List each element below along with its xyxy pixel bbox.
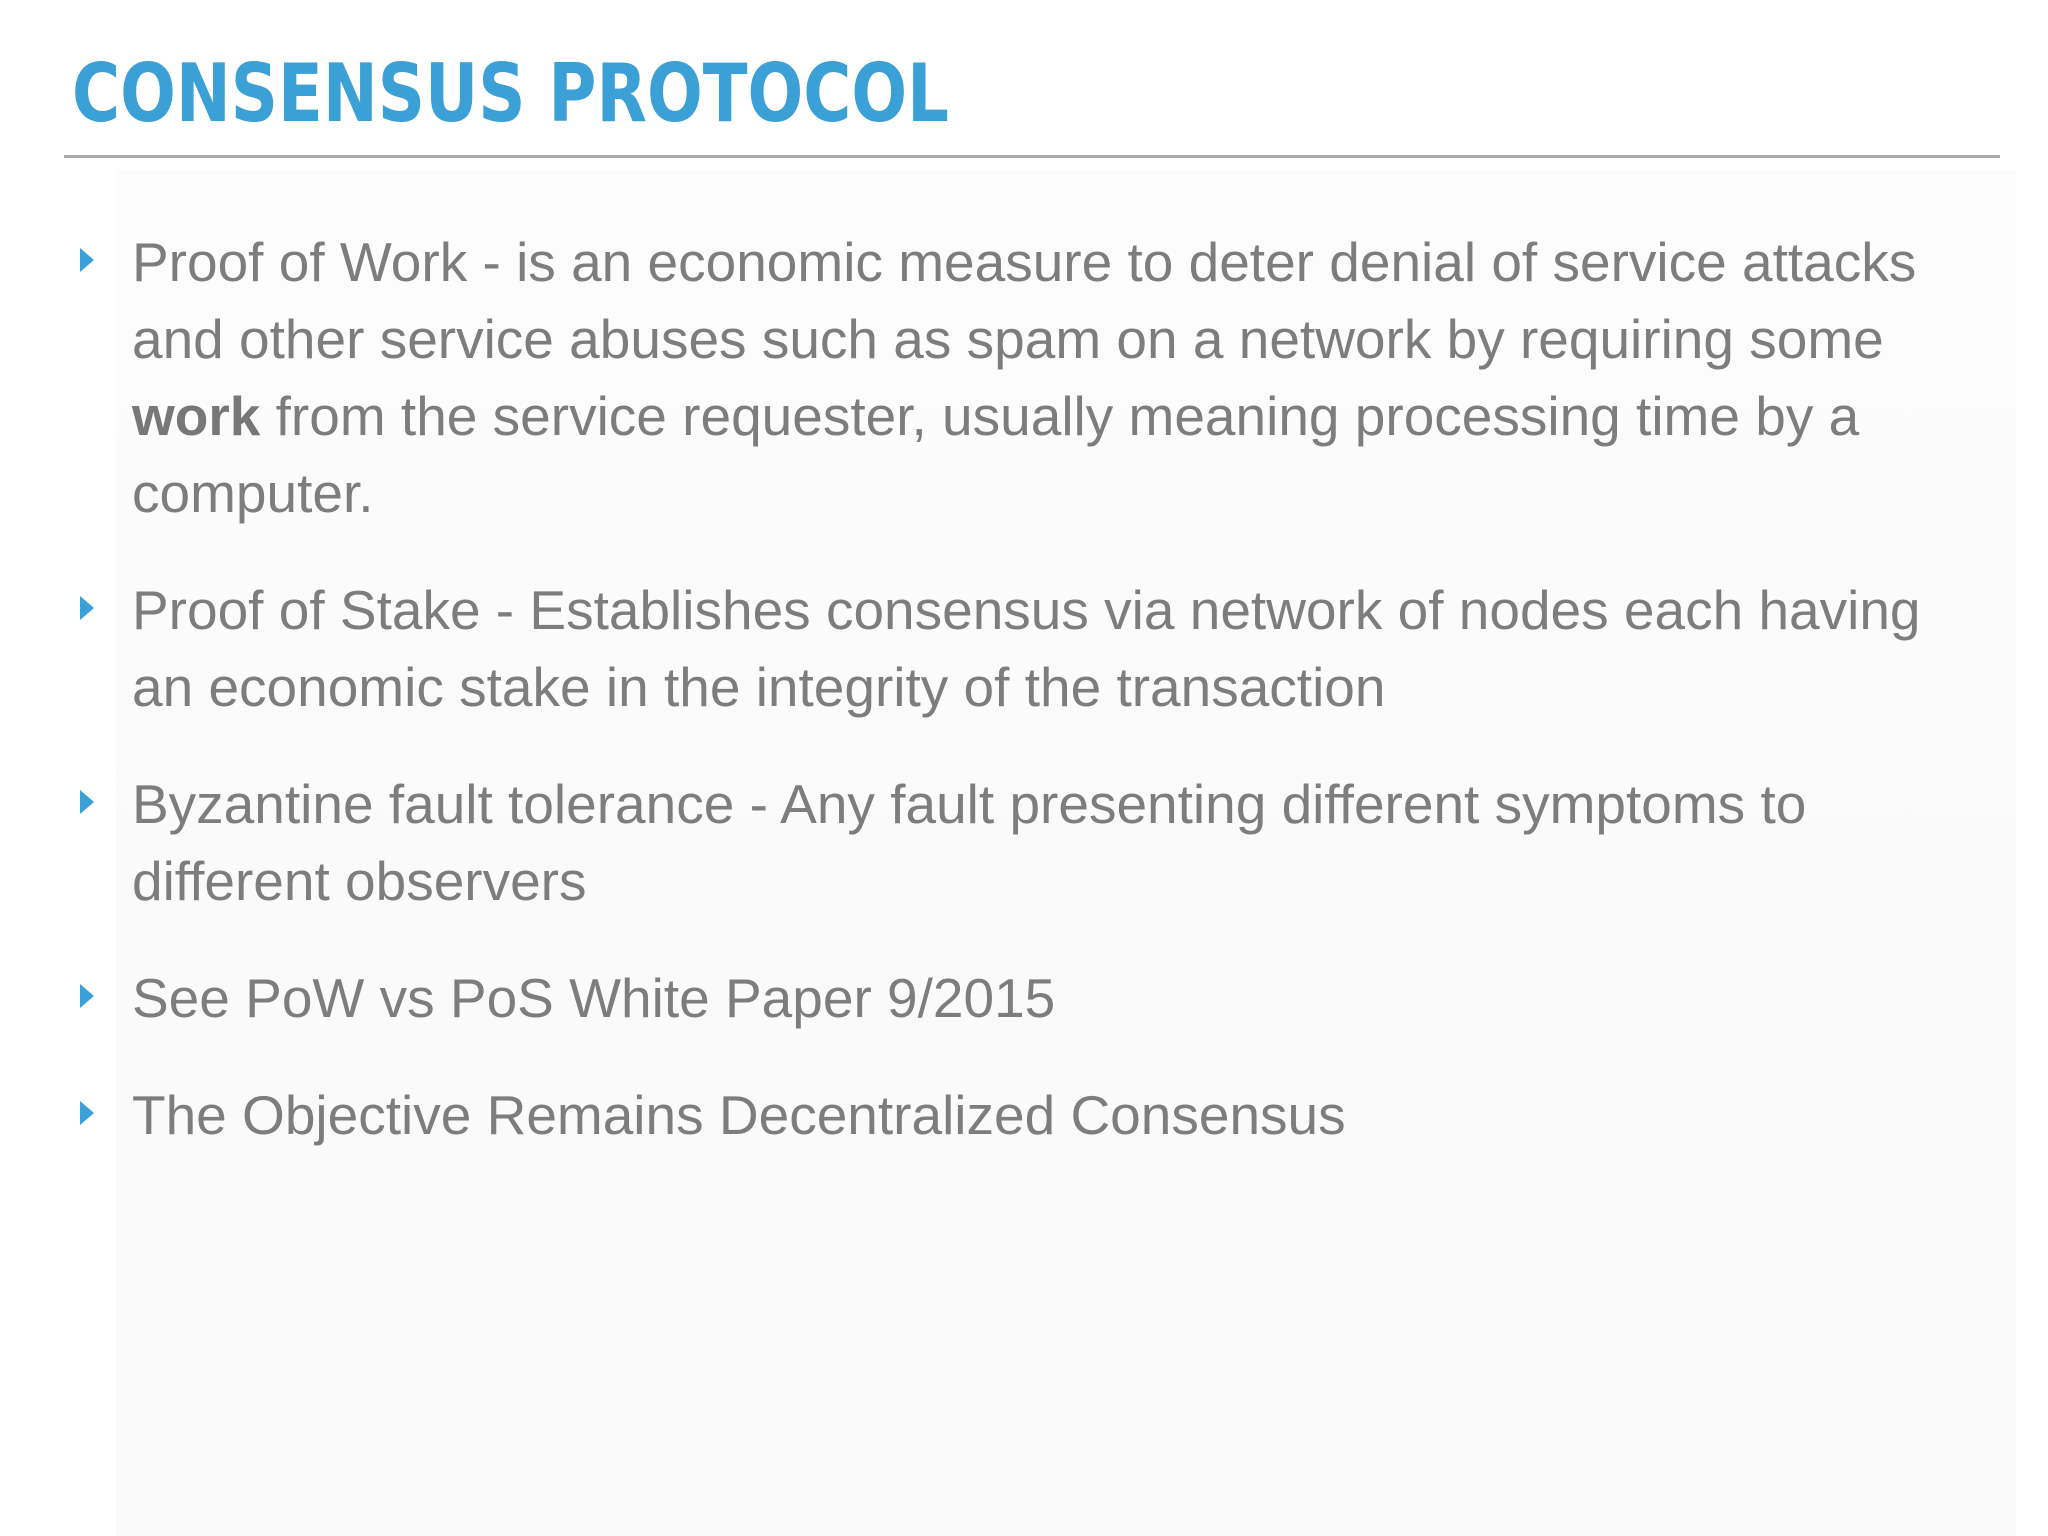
title-divider [64,155,2000,158]
bullet-item-white-paper [76,960,1976,1037]
triangle-right-icon [76,572,132,649]
triangle-right-icon [76,960,132,1037]
bullet-text-part: from the service requester, usually meaning processing time by a computer. [132,385,1860,524]
slide-title: CONSENSUS PROTOCOL [72,47,949,140]
bullet-emphasis-work: work [132,385,261,447]
bullet-text-byzantine-fault-tolerance: Byzantine fault tolerance - Any fault presenting different symptoms to different observers [132,773,1807,912]
bullet-text-part: Proof of Work - is an economic measure to deter denial of service attacks and other service abuses such as spam on a network by requiring some [132,231,1917,370]
bullet-item-proof-of-stake [76,572,1976,726]
bullet-text-white-paper: See PoW vs PoS White Paper 9/2015 [132,967,1056,1029]
bullet-item-objective [76,1077,1976,1154]
bullet-text-objective: The Objective Remains Decentralized Consensus [132,1084,1346,1146]
bullet-item-proof-of-work [76,224,1976,532]
bullet-text-proof-of-work [132,224,1974,532]
bullet-text-proof-of-stake: Proof of Stake - Establishes consensus via network of nodes each having an economic stake in the integrity of the transaction [132,579,1921,718]
triangle-right-icon [76,224,132,301]
bullet-list [76,224,1976,1194]
triangle-right-icon [76,1077,132,1154]
bullet-item-byzantine-fault-tolerance [76,766,1976,920]
triangle-right-icon [76,766,132,843]
